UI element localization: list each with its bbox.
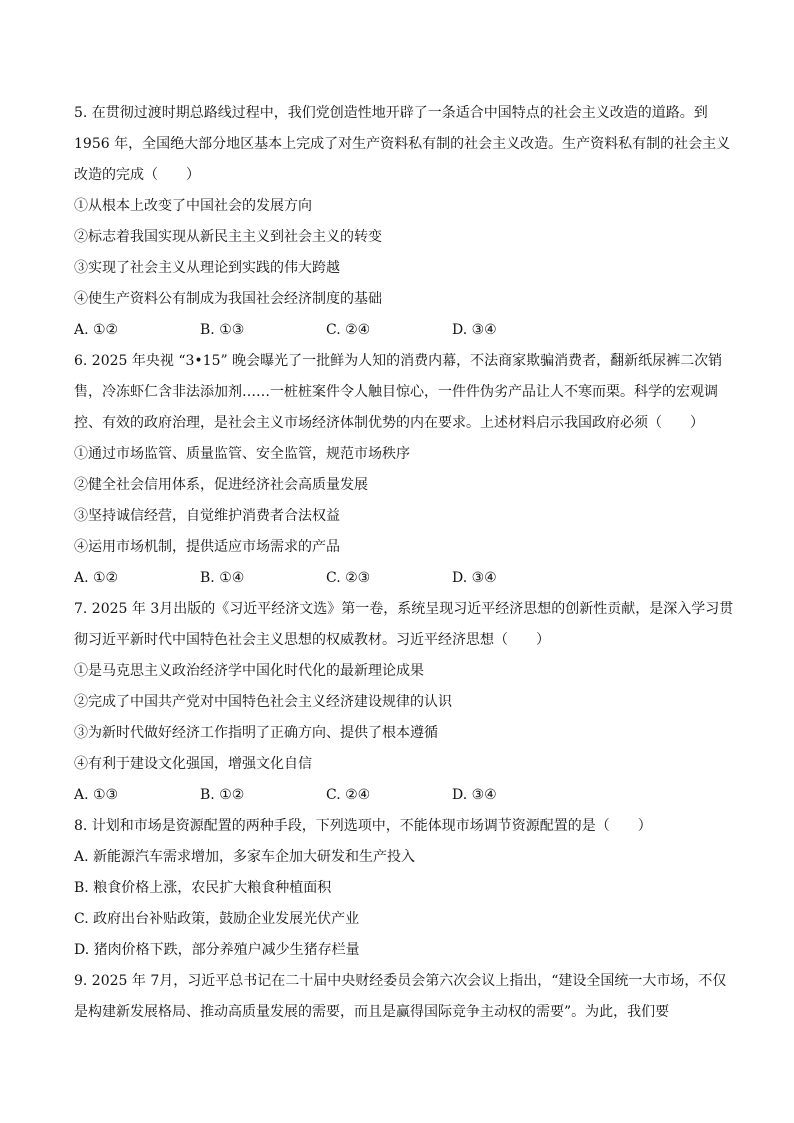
option-a[interactable]: A. ①③ [74, 787, 119, 803]
statement: ②健全社会信用体系，促进经济社会高质量发展 [74, 477, 368, 493]
statement: ③坚持诚信经营，自觉维护消费者合法权益 [74, 508, 340, 524]
answer-choice-list [74, 842, 724, 966]
question-stem [74, 594, 734, 656]
statement-list [74, 191, 724, 315]
statement: ④使生产资料公有制成为我国社会经济制度的基础 [74, 291, 382, 307]
option-c[interactable]: C. ②③ [326, 570, 371, 586]
question-8 [74, 811, 724, 966]
option-c[interactable]: C. ②④ [326, 322, 371, 338]
question-7 [74, 594, 734, 811]
option-d[interactable]: D. ③④ [452, 787, 497, 803]
option-d[interactable]: D. ③④ [452, 570, 497, 586]
stem-line: 5. 在贯彻过渡时期总路线过程中，我们党创造性地开辟了一条适合中国特点的社会主义改造的道路。到 [74, 105, 708, 121]
statement: ①通过市场监管、质量监管、安全监管，规范市场秩序 [74, 446, 410, 462]
option-c[interactable]: C. 政府出台补贴政策，鼓励企业发展光伏产业 [74, 911, 360, 927]
statement: ①是马克思主义政治经济学中国化时代化的最新理论成果 [74, 663, 424, 679]
answer-options [74, 780, 724, 811]
statement: ③实现了社会主义从理论到实践的伟大跨越 [74, 260, 340, 276]
statement: ②标志着我国实现从新民主主义到社会主义的转变 [74, 229, 382, 245]
statement: ①从根本上改变了中国社会的发展方向 [74, 198, 312, 214]
stem-line: 彻习近平新时代中国特色社会主义思想的权威教材。习近平经济思想（ ） [74, 632, 550, 648]
stem-line: 控、有效的政府治理，是社会主义市场经济体制优势的内在要求。上述材料启示我国政府必须（ ） [74, 415, 704, 431]
question-6 [74, 346, 724, 594]
question-9 [74, 966, 727, 1028]
answer-options [74, 563, 724, 594]
question-stem [74, 98, 731, 191]
stem-line: 9. 2025 年 7月，习近平总书记在二十届中央财经委员会第六次会议上指出，“建设全国统一大市场，不仅 [74, 973, 727, 989]
statement: ④有利于建设文化强国，增强文化自信 [74, 756, 312, 772]
option-c[interactable]: C. ②④ [326, 787, 371, 803]
question-stem [74, 811, 724, 842]
option-d[interactable]: D. ③④ [452, 322, 497, 338]
statement: ②完成了中国共产党对中国特色社会主义经济建设规律的认识 [74, 694, 452, 710]
stem-line: 8. 计划和市场是资源配置的两种手段，下列选项中，不能体现市场调节资源配置的是（ ） [74, 818, 652, 834]
stem-line: 7. 2025 年 3月出版的《习近平经济文选》第一卷，系统呈现习近平经济思想的创新性贡献，是深入学习贯 [74, 601, 734, 617]
stem-line: 1956 年，全国绝大部分地区基本上完成了对生产资料私有制的社会主义改造。生产资料私有制的社会主义 [74, 136, 731, 152]
option-b[interactable]: B. ①② [200, 787, 245, 803]
stem-line: 改造的完成（ ） [74, 167, 200, 183]
question-5 [74, 98, 731, 346]
stem-line: 6. 2025 年央视 “3•15” 晚会曝光了一批鲜为人知的消费内幕，不法商家欺骗消费者，翻新纸尿裤二次销 [74, 353, 723, 369]
option-b[interactable]: B. ①④ [200, 570, 245, 586]
statement-list [74, 656, 724, 780]
question-stem [74, 346, 724, 439]
answer-options [74, 315, 724, 346]
stem-line: 售，冷冻虾仁含非法添加剂……一桩桩案件令人触目惊心，一件件伪劣产品让人不寒而栗。科学的宏观调 [74, 384, 718, 400]
statement-list [74, 439, 724, 563]
option-b[interactable]: B. 粮食价格上涨，农民扩大粮食种植面积 [74, 880, 332, 896]
question-list [74, 98, 734, 1028]
statement: ④运用市场机制，提供适应市场需求的产品 [74, 539, 340, 555]
statement: ③为新时代做好经济工作指明了正确方向、提供了根本遵循 [74, 725, 438, 741]
stem-line: 是构建新发展格局、推动高质量发展的需要，而且是赢得国际竞争主动权的需要”。为此，我们要 [74, 1004, 670, 1020]
option-a[interactable]: A. ①② [74, 322, 119, 338]
option-a[interactable]: A. 新能源汽车需求增加，多家车企加大研发和生产投入 [74, 849, 416, 865]
question-stem [74, 966, 727, 1028]
option-d[interactable]: D. 猪肉价格下跌，部分养殖户减少生猪存栏量 [74, 942, 360, 958]
option-a[interactable]: A. ①② [74, 570, 119, 586]
option-b[interactable]: B. ①③ [200, 322, 245, 338]
